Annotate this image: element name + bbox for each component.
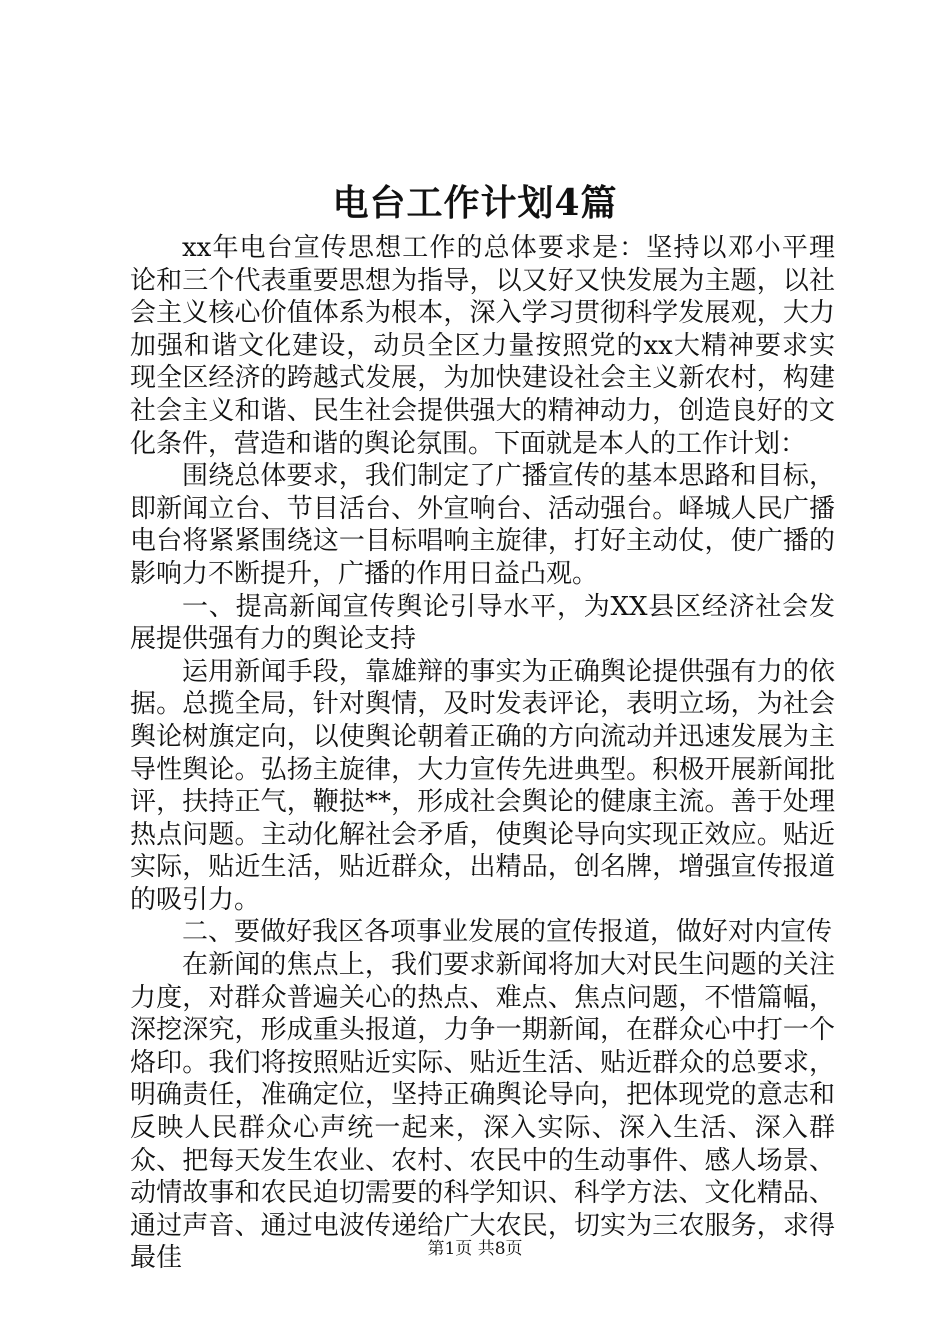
- document-title: 电台工作计划4篇: [332, 182, 618, 224]
- paragraph-intro: xx年电台宣传思想工作的总体要求是：坚持以邓小平理论和三个代表重要思想为指导，以又好又快发展为主题，以社会主义核心价值体系为根本，深入学习贯彻科学发展观，大力加强和谐文化建设，动员全区力量按照党的xx大精神要求实现全区经济的跨越式发展，为加快建设社会主义新农村，构建社会主义和谐、民生社会提供强大的精神动力，创造良好的文化条件，营造和谐的舆论氛围。下面就是本人的工作计划：: [130, 233, 835, 459]
- paragraph-goals: 围绕总体要求，我们制定了广播宣传的基本思路和目标，即新闻立台、节目活台、外宣响台、活动强台。峄城人民广播电台将紧紧围绕这一目标唱响主旋律，打好主动仗，使广播的影响力不断提升，广播的作用日益凸观。: [130, 461, 835, 589]
- section-heading-1: 一、提高新闻宣传舆论引导水平，为XX县区经济社会发展提供强有力的舆论支持: [130, 591, 835, 655]
- page-number-footer: 第1页 共8页: [427, 1239, 523, 1259]
- paragraph-section-1: 运用新闻手段，靠雄辩的事实为正确舆论提供强有力的依据。总揽全局，针对舆情，及时发表评论，表明立场，为社会舆论树旗定向，以使舆论朝着正确的方向流动并迅速发展为主导性舆论。弘扬主旋律，大力宣传先进典型。积极开展新闻批评，扶持正气，鞭挞**，形成社会舆论的健康主流。善于处理热点问题。主动化解社会矛盾，使舆论导向实现正效应。贴近实际，贴近生活，贴近群众，出精品，创名牌，增强宣传报道的吸引力。: [130, 656, 835, 915]
- document-body: [130, 232, 835, 1275]
- paragraph-section-2: 在新闻的焦点上，我们要求新闻将加大对民生问题的关注力度，对群众普遍关心的热点、难点、焦点问题，不惜篇幅，深挖深究，形成重头报道，力争一期新闻，在群众心中打一个烙印。我们将按照贴近实际、贴近生活、贴近群众的总要求，明确责任，准确定位，坚持正确舆论导向，把体现党的意志和反映人民群众心声统一起来，深入实际、深入生活、深入群众、把每天发生农业、农村、农民中的生动事件、感人场景、动情故事和农民迫切需要的科学知识、科学方法、文化精品、通过声音、通过电波传递给广大农民，切实为三农服务，求得最佳: [130, 950, 835, 1274]
- section-heading-2: 二、要做好我区各项事业发展的宣传报道，做好对内宣传: [182, 917, 833, 948]
